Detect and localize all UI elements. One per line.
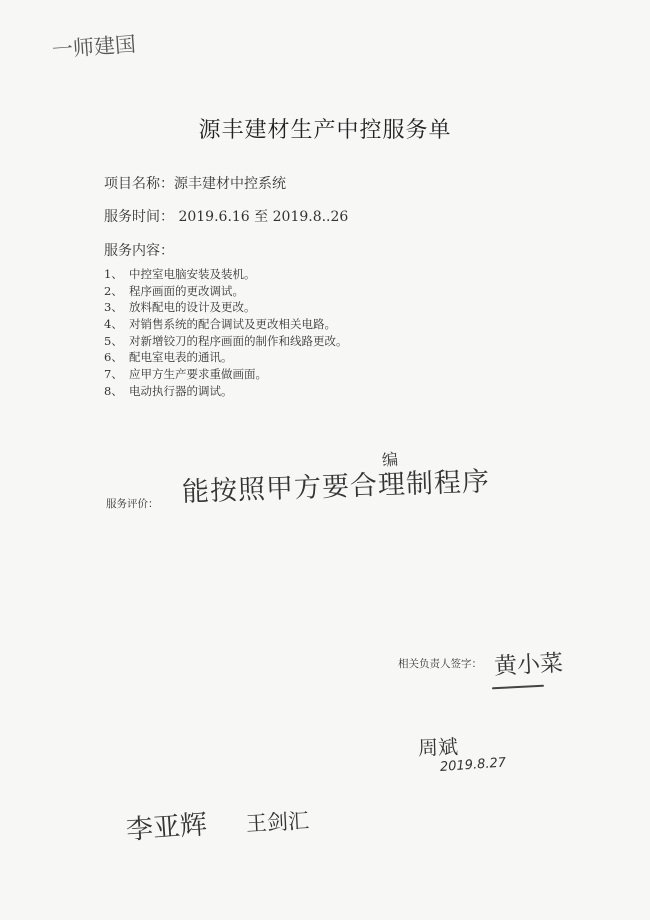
signature-left: 李亚辉 (125, 809, 209, 846)
service-time-start: 2019.6.16 (178, 209, 250, 225)
service-time-end: 2019.8..26 (272, 209, 349, 225)
evaluation-insert-mark: 编 (381, 449, 400, 470)
list-item: 1、 中控室电脑安装及装机。 (104, 267, 256, 281)
responsible-signature: 黄小菜 (493, 650, 564, 680)
handwritten-note-top-left: 一师建国 (51, 32, 137, 62)
approver-signature: 周斌 (417, 734, 459, 760)
handwritten-evaluation: 能按照甲方要合理制程序 (181, 466, 491, 508)
list-item: 2、 程序画面的更改调试。 (104, 283, 244, 298)
signature-right: 王剑汇 (245, 808, 310, 836)
service-content-label: 服务内容： (104, 243, 174, 259)
list-item: 4、 对销售系统的配合调试及更改相关电路。 (104, 317, 336, 332)
list-item: 6、 配电室电表的通讯。 (104, 350, 233, 365)
service-time-separator: 至 (254, 209, 269, 225)
service-time-label: 服务时间： (104, 209, 174, 225)
service-time-row (104, 206, 348, 226)
list-item: 3、 放料配电的设计及更改。 (104, 300, 256, 315)
responsible-signature-label: 相关负责人签字： (398, 658, 482, 670)
project-name-label: 项目名称： (104, 176, 174, 192)
project-name-value: 源丰建材中控系统 (174, 176, 286, 192)
list-item: 8、 电动执行器的调试。 (104, 383, 233, 398)
list-item: 5、 对新增铰刀的程序画面的制作和线路更改。 (104, 333, 348, 348)
evaluation-label: 服务评价： (106, 498, 159, 510)
service-content-list (104, 266, 348, 400)
page-title: 源丰建材生产中控服务单 (198, 118, 452, 143)
signature-underline (492, 685, 544, 690)
list-item: 7、 应甲方生产要求重做画面。 (104, 367, 267, 382)
project-name-row (104, 173, 286, 193)
approval-date: 2019.8.27 (439, 755, 507, 775)
